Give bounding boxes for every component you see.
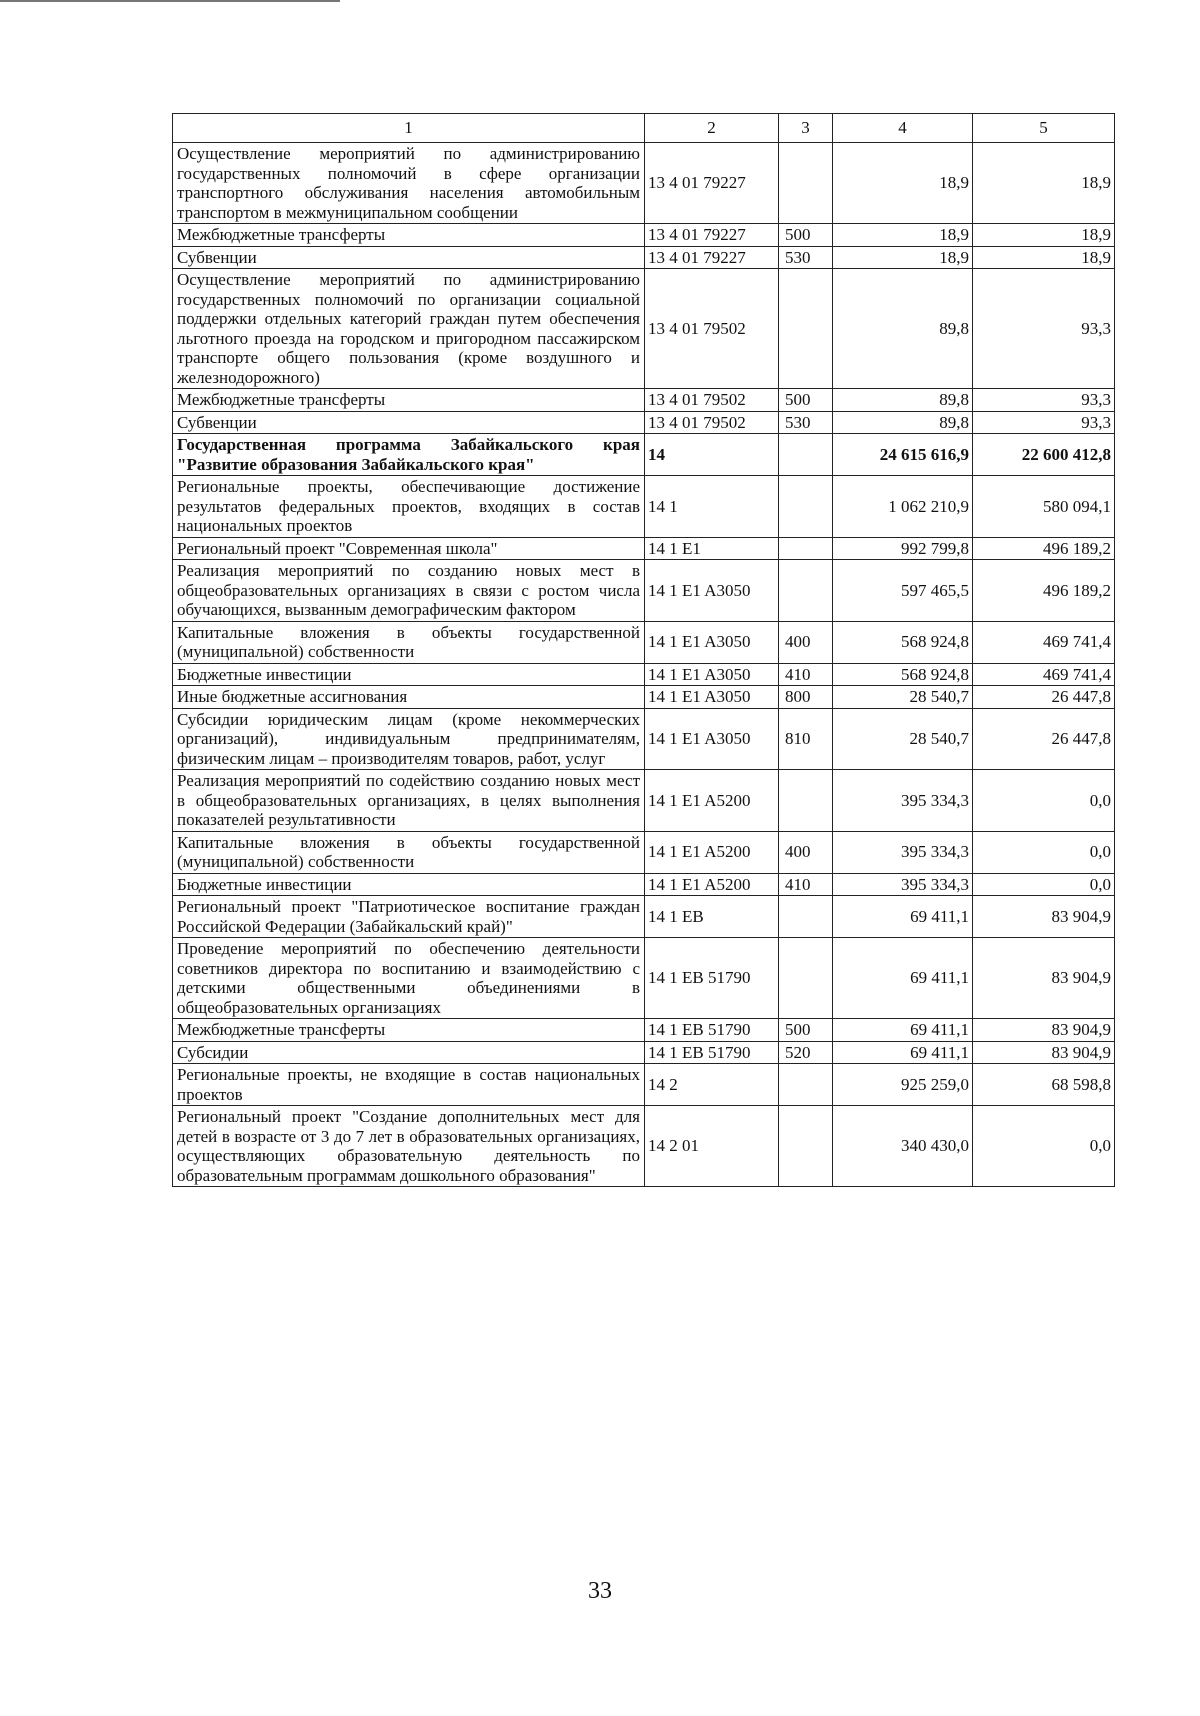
row-name-cell: Региональные проекты, обеспечивающие достижение результатов федеральных проектов, входящих в состав национальных проектов: [173, 476, 645, 538]
row-expense-type-cell: [779, 896, 833, 938]
row-name-cell: Бюджетные инвестиции: [173, 873, 645, 896]
row-amount-col5-cell: 93,3: [973, 269, 1115, 389]
row-expense-type-cell: 410: [779, 663, 833, 686]
row-code-cell: 14 1 EB: [645, 896, 779, 938]
row-amount-col5-cell: 26 447,8: [973, 708, 1115, 770]
row-amount-col5-cell: 93,3: [973, 411, 1115, 434]
row-amount-col4-cell: 69 411,1: [833, 896, 973, 938]
row-expense-type-cell: [779, 143, 833, 224]
row-code-cell: 13 4 01 79502: [645, 411, 779, 434]
row-code-cell: 14 2 01: [645, 1106, 779, 1187]
row-expense-type-cell: 810: [779, 708, 833, 770]
row-amount-col4-cell: 395 334,3: [833, 770, 973, 832]
row-amount-col4-cell: 340 430,0: [833, 1106, 973, 1187]
row-amount-col5-cell: 580 094,1: [973, 476, 1115, 538]
row-code-cell: 14 1 E1 A3050: [645, 621, 779, 663]
row-amount-col4-cell: 69 411,1: [833, 1019, 973, 1042]
row-amount-col5-cell: 22 600 412,8: [973, 434, 1115, 476]
table-row: [173, 411, 1115, 434]
row-expense-type-cell: [779, 1064, 833, 1106]
row-expense-type-cell: [779, 770, 833, 832]
row-name-cell: Межбюджетные трансферты: [173, 224, 645, 247]
row-code-cell: 14 2: [645, 1064, 779, 1106]
row-expense-type-cell: [779, 537, 833, 560]
row-amount-col5-cell: 496 189,2: [973, 537, 1115, 560]
row-expense-type-cell: 400: [779, 831, 833, 873]
table-row: [173, 560, 1115, 622]
row-amount-col4-cell: 18,9: [833, 143, 973, 224]
row-expense-type-cell: 500: [779, 224, 833, 247]
table-row: [173, 1019, 1115, 1042]
row-code-cell: 14 1 EB 51790: [645, 1019, 779, 1042]
row-name-cell: Проведение мероприятий по обеспечению деятельности советников директора по воспитанию и взаимодействию с детскими общественными объединениями в общеобразовательных организациях: [173, 938, 645, 1019]
row-amount-col5-cell: 0,0: [973, 1106, 1115, 1187]
row-code-cell: 14 1: [645, 476, 779, 538]
row-expense-type-cell: 500: [779, 1019, 833, 1042]
row-name-cell: Государственная программа Забайкальского края "Развитие образования Забайкальского края": [173, 434, 645, 476]
table-row: [173, 938, 1115, 1019]
row-expense-type-cell: 410: [779, 873, 833, 896]
row-amount-col5-cell: 0,0: [973, 831, 1115, 873]
row-amount-col5-cell: 18,9: [973, 224, 1115, 247]
table-row: [173, 1106, 1115, 1187]
row-amount-col4-cell: 28 540,7: [833, 686, 973, 709]
budget-table: [172, 113, 1115, 1187]
table-row: [173, 663, 1115, 686]
row-code-cell: 14 1 E1 A3050: [645, 708, 779, 770]
header-col-2: 2: [645, 114, 779, 143]
row-amount-col4-cell: 89,8: [833, 269, 973, 389]
row-amount-col4-cell: 992 799,8: [833, 537, 973, 560]
row-amount-col5-cell: 83 904,9: [973, 1019, 1115, 1042]
row-name-cell: Региональный проект "Патриотическое воспитание граждан Российской Федерации (Забайкальский край)": [173, 896, 645, 938]
table-row: [173, 1041, 1115, 1064]
row-name-cell: Реализация мероприятий по содействию созданию новых мест в общеобразовательных организациях, в целях выполнения показателей результативности: [173, 770, 645, 832]
row-code-cell: 14 1 E1: [645, 537, 779, 560]
row-expense-type-cell: [779, 560, 833, 622]
row-amount-col5-cell: 26 447,8: [973, 686, 1115, 709]
row-amount-col4-cell: 925 259,0: [833, 1064, 973, 1106]
row-amount-col5-cell: 83 904,9: [973, 1041, 1115, 1064]
row-expense-type-cell: [779, 269, 833, 389]
row-amount-col4-cell: 89,8: [833, 389, 973, 412]
table-row: [173, 873, 1115, 896]
row-name-cell: Субсидии: [173, 1041, 645, 1064]
table-row: [173, 896, 1115, 938]
row-code-cell: 14 1 E1 A5200: [645, 831, 779, 873]
row-code-cell: 14 1 E1 A3050: [645, 686, 779, 709]
row-amount-col5-cell: 83 904,9: [973, 938, 1115, 1019]
row-expense-type-cell: 530: [779, 411, 833, 434]
row-amount-col5-cell: 0,0: [973, 770, 1115, 832]
table-body: [173, 114, 1115, 1187]
row-name-cell: Межбюджетные трансферты: [173, 1019, 645, 1042]
header-col-5: 5: [973, 114, 1115, 143]
row-name-cell: Капитальные вложения в объекты государственной (муниципальной) собственности: [173, 831, 645, 873]
row-expense-type-cell: 400: [779, 621, 833, 663]
row-expense-type-cell: [779, 938, 833, 1019]
row-expense-type-cell: [779, 434, 833, 476]
row-name-cell: Субвенции: [173, 411, 645, 434]
row-amount-col4-cell: 28 540,7: [833, 708, 973, 770]
header-row: [173, 114, 1115, 143]
row-name-cell: Региональный проект "Создание дополнительных мест для детей в возрасте от 3 до 7 лет в образовательных организациях, осуществляющих образовательную деятельность по образовательным программам дошкольного образования": [173, 1106, 645, 1187]
row-code-cell: 13 4 01 79502: [645, 389, 779, 412]
row-amount-col5-cell: 93,3: [973, 389, 1115, 412]
table-row: [173, 708, 1115, 770]
row-code-cell: 13 4 01 79227: [645, 224, 779, 247]
row-name-cell: Региональный проект "Современная школа": [173, 537, 645, 560]
table-row: [173, 269, 1115, 389]
row-code-cell: 13 4 01 79227: [645, 143, 779, 224]
row-amount-col4-cell: 69 411,1: [833, 1041, 973, 1064]
row-amount-col5-cell: 0,0: [973, 873, 1115, 896]
row-amount-col5-cell: 83 904,9: [973, 896, 1115, 938]
row-code-cell: 13 4 01 79502: [645, 269, 779, 389]
row-amount-col5-cell: 18,9: [973, 246, 1115, 269]
row-name-cell: Иные бюджетные ассигнования: [173, 686, 645, 709]
row-name-cell: Субсидии юридическим лицам (кроме некоммерческих организаций), индивидуальным предпринимателям, физическим лицам – производителям товаров, работ, услуг: [173, 708, 645, 770]
table-row: [173, 476, 1115, 538]
row-name-cell: Капитальные вложения в объекты государственной (муниципальной) собственности: [173, 621, 645, 663]
table-row: [173, 389, 1115, 412]
row-expense-type-cell: 800: [779, 686, 833, 709]
table-row: [173, 224, 1115, 247]
table-row: [173, 831, 1115, 873]
row-code-cell: 14 1 EB 51790: [645, 938, 779, 1019]
row-amount-col5-cell: 469 741,4: [973, 663, 1115, 686]
row-name-cell: Региональные проекты, не входящие в состав национальных проектов: [173, 1064, 645, 1106]
row-name-cell: Субвенции: [173, 246, 645, 269]
table-row: [173, 1064, 1115, 1106]
table-row: [173, 143, 1115, 224]
row-name-cell: Осуществление мероприятий по администрированию государственных полномочий в сфере организации транспортного обслуживания населения автомобильным транспортом в межмуниципальном сообщении: [173, 143, 645, 224]
row-amount-col4-cell: 395 334,3: [833, 873, 973, 896]
row-amount-col4-cell: 568 924,8: [833, 663, 973, 686]
row-amount-col4-cell: 568 924,8: [833, 621, 973, 663]
row-amount-col4-cell: 1 062 210,9: [833, 476, 973, 538]
header-col-3: 3: [779, 114, 833, 143]
page-number: 33: [588, 1578, 612, 1604]
row-amount-col5-cell: 68 598,8: [973, 1064, 1115, 1106]
row-amount-col5-cell: 496 189,2: [973, 560, 1115, 622]
row-amount-col4-cell: 395 334,3: [833, 831, 973, 873]
row-expense-type-cell: [779, 1106, 833, 1187]
row-name-cell: Осуществление мероприятий по администрированию государственных полномочий по организации социальной поддержки отдельных категорий граждан путем обеспечения льготного проезда на городском и пригородном пассажирском транспорте общего пользования (кроме воздушного и железнодорожного): [173, 269, 645, 389]
row-amount-col4-cell: 69 411,1: [833, 938, 973, 1019]
table-row: [173, 686, 1115, 709]
row-code-cell: 14 1 E1 A5200: [645, 770, 779, 832]
row-code-cell: 13 4 01 79227: [645, 246, 779, 269]
scan-edge-line: [0, 0, 340, 2]
row-code-cell: 14: [645, 434, 779, 476]
table-row: [173, 434, 1115, 476]
row-code-cell: 14 1 E1 A3050: [645, 560, 779, 622]
header-col-4: 4: [833, 114, 973, 143]
row-expense-type-cell: 520: [779, 1041, 833, 1064]
row-amount-col4-cell: 24 615 616,9: [833, 434, 973, 476]
table-row: [173, 537, 1115, 560]
row-amount-col4-cell: 18,9: [833, 246, 973, 269]
row-expense-type-cell: 530: [779, 246, 833, 269]
row-name-cell: Бюджетные инвестиции: [173, 663, 645, 686]
row-amount-col5-cell: 18,9: [973, 143, 1115, 224]
row-amount-col5-cell: 469 741,4: [973, 621, 1115, 663]
row-name-cell: Межбюджетные трансферты: [173, 389, 645, 412]
row-code-cell: 14 1 EB 51790: [645, 1041, 779, 1064]
row-name-cell: Реализация мероприятий по созданию новых мест в общеобразовательных организациях в связи с ростом числа обучающихся, вызванным демографическим фактором: [173, 560, 645, 622]
table-row: [173, 770, 1115, 832]
row-amount-col4-cell: 89,8: [833, 411, 973, 434]
row-expense-type-cell: [779, 476, 833, 538]
row-code-cell: 14 1 E1 A5200: [645, 873, 779, 896]
table-row: [173, 246, 1115, 269]
row-amount-col4-cell: 597 465,5: [833, 560, 973, 622]
table-row: [173, 621, 1115, 663]
row-amount-col4-cell: 18,9: [833, 224, 973, 247]
header-col-1: 1: [173, 114, 645, 143]
row-expense-type-cell: 500: [779, 389, 833, 412]
row-code-cell: 14 1 E1 A3050: [645, 663, 779, 686]
